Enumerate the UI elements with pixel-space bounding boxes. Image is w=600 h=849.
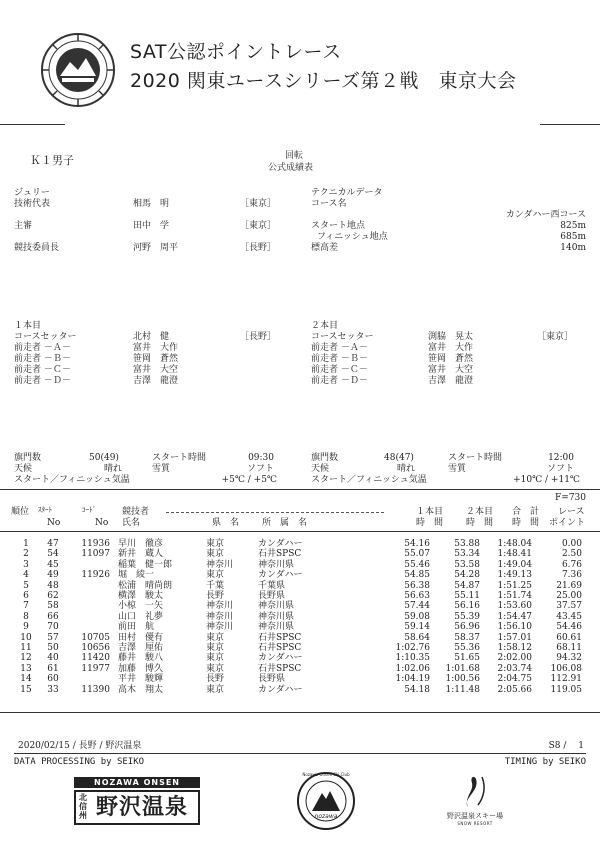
result-run1-time: 54.18 xyxy=(404,684,430,695)
result-run2-time: 51.65 xyxy=(454,653,480,664)
result-row xyxy=(12,581,582,591)
result-code-no xyxy=(66,622,118,632)
result-code-no: 11390 xyxy=(81,684,110,695)
result-rank: 14 xyxy=(20,674,32,685)
result-run1-time: 55.07 xyxy=(404,549,430,560)
header-total-bottom: 時 間 xyxy=(512,518,540,528)
results-table xyxy=(12,539,582,695)
result-total-time: 2:04.75 xyxy=(497,674,532,685)
ski-club-emblem-icon xyxy=(296,771,356,831)
result-race-points: 119.05 xyxy=(550,684,582,695)
run2-snow-value: ソフト xyxy=(546,464,574,474)
run1-forerunner-c-label: 前走者 －Ｃ－ xyxy=(14,365,71,375)
result-total-time: 1:54.47 xyxy=(497,611,532,622)
result-run1-time: 56.38 xyxy=(404,580,430,591)
result-start-no: 62 xyxy=(47,591,59,602)
result-total-time: 2:02.00 xyxy=(497,653,532,664)
jury-role-2: 主審 xyxy=(14,221,33,231)
result-club: 千葉県 xyxy=(258,580,286,591)
run2-setter-name: 渕脇 晃太 xyxy=(428,332,474,342)
result-row xyxy=(12,684,582,694)
result-race-points: 2.50 xyxy=(561,549,582,560)
result-start-no: 61 xyxy=(47,663,59,674)
run1-forerunner-a-label: 前走者 －Ａ－ xyxy=(14,343,71,353)
vertical-drop-value: 140m xyxy=(560,243,586,253)
header-code-top: ｺｰﾄﾞ xyxy=(82,506,96,514)
result-club: 石井SPSC xyxy=(258,632,302,643)
result-rank: 4 xyxy=(23,570,29,581)
result-prefecture: 千葉 xyxy=(206,580,225,591)
result-race-points: 6.76 xyxy=(561,559,582,570)
result-name: 山口 礼夢 xyxy=(118,611,164,622)
result-prefecture: 神奈川 xyxy=(206,559,234,570)
result-row xyxy=(12,570,582,580)
result-row xyxy=(12,549,582,559)
result-name: 小椋 一矢 xyxy=(118,601,164,612)
result-run1-time: 1:02.76 xyxy=(395,643,430,653)
run2-weather-value: 晴れ xyxy=(397,464,416,474)
run2-temp-label: スタート／フィニッシュ気温 xyxy=(311,475,427,485)
report-type-label: 公式成績表 xyxy=(268,163,314,173)
run2-start-time-value: 12:00 xyxy=(548,453,574,463)
header-code-bottom: No xyxy=(95,518,109,528)
header-dash-rule xyxy=(166,512,384,513)
header-start-top: ｽﾀｰﾄ xyxy=(38,506,52,514)
result-start-no: 50 xyxy=(47,643,59,653)
finish-point-label: フィニッシュ地点 xyxy=(317,232,388,242)
result-row xyxy=(12,674,582,684)
header-rule-left xyxy=(0,124,65,125)
result-prefecture: 神奈川 xyxy=(206,601,234,612)
result-code-no: 11936 xyxy=(81,539,110,550)
run2-setter-label: コースセッター xyxy=(311,332,374,342)
logo1-box xyxy=(74,790,200,825)
footer-page: S8 / 1 xyxy=(548,741,584,751)
result-code-no xyxy=(66,601,118,611)
run1-gates-label: 旗門数 xyxy=(14,453,42,463)
result-run1-time: 54.16 xyxy=(404,539,430,550)
result-row xyxy=(12,633,582,643)
result-run2-time: 55.39 xyxy=(454,611,480,622)
run2-gates-value: 48(47) xyxy=(384,453,414,463)
result-rank: 8 xyxy=(23,611,29,622)
result-name: 横澤 駿太 xyxy=(118,591,164,602)
result-row xyxy=(12,539,582,549)
result-code-no: 10705 xyxy=(81,632,110,643)
nozawa-onsen-logo xyxy=(74,777,200,825)
result-race-points: 68.11 xyxy=(556,643,582,653)
run2-forerunner-a-label: 前走者 －Ａ－ xyxy=(311,343,368,353)
result-run2-time: 54.28 xyxy=(454,570,480,581)
run2-snow-label: 雪質 xyxy=(448,464,467,474)
footer-timing: TIMING by SEIKO xyxy=(504,757,586,767)
result-name: 稲葉 健一郎 xyxy=(118,559,173,570)
result-run1-time: 58.64 xyxy=(404,632,430,643)
run2-forerunner-b-name: 笹岡 蒼然 xyxy=(428,354,474,364)
result-total-time: 1:49.13 xyxy=(497,570,532,581)
jury-role-3: 競技委員長 xyxy=(14,243,60,253)
result-prefecture: 東京 xyxy=(206,632,225,643)
run2-temp-value: +10℃ / +11℃ xyxy=(513,475,580,485)
logo1-top-text: NOZAWA ONSEN xyxy=(74,777,200,788)
result-race-points: 94.32 xyxy=(556,653,582,664)
result-rank: 3 xyxy=(23,559,29,570)
result-club: 石井SPSC xyxy=(258,549,302,560)
run2-forerunner-d-name: 吉澤 龍澄 xyxy=(428,376,474,386)
run2-forerunner-b-label: 前走者 －Ｂ－ xyxy=(311,354,368,364)
run1-setter-label: コースセッター xyxy=(14,332,77,342)
result-name: 加藤 博久 xyxy=(118,663,164,674)
result-race-points: 0.00 xyxy=(561,539,582,550)
result-run1-time: 56.63 xyxy=(404,591,430,602)
result-start-no: 40 xyxy=(47,653,59,664)
result-total-time: 1:51.25 xyxy=(497,580,532,591)
result-prefecture: 長野 xyxy=(206,591,225,602)
result-club: 神奈川県 xyxy=(258,559,295,570)
result-total-time: 1:49.04 xyxy=(497,559,532,570)
run1-snow-label: 雪質 xyxy=(152,464,171,474)
result-name: 松浦 晴尚朗 xyxy=(118,580,173,591)
result-name: 吉澤 厘佑 xyxy=(118,643,164,653)
header-rule-right xyxy=(540,124,600,125)
course-name-label: コース名 xyxy=(311,199,347,209)
title-line-1: SAT公認ポイントレース xyxy=(130,41,342,63)
logo2-text: nozawa xyxy=(314,813,338,820)
result-club: 石井SPSC xyxy=(258,643,302,653)
run2-gates-label: 旗門数 xyxy=(311,453,339,463)
run1-forerunner-d-label: 前走者 －Ｄ－ xyxy=(14,376,71,386)
result-run2-time: 53.88 xyxy=(454,539,480,550)
result-start-no: 57 xyxy=(47,632,59,643)
jury-region-2: ［東京］ xyxy=(240,221,277,231)
result-club: 神奈川県 xyxy=(258,611,295,622)
result-run2-time: 1:11.48 xyxy=(445,684,480,695)
result-club: 石井SPSC xyxy=(258,663,302,674)
result-run2-time: 55.36 xyxy=(454,643,480,653)
header-points-top: レース xyxy=(558,507,585,517)
results-end-rule xyxy=(0,712,600,713)
result-prefecture: 東京 xyxy=(206,684,225,695)
title-line-2: 2020 関東ユースシリーズ第２戦 東京大会 xyxy=(130,70,517,92)
header-r1-top: １本目 xyxy=(416,507,444,517)
run2-label: ２本目 xyxy=(311,321,339,331)
result-row xyxy=(12,612,582,622)
run2-setter-region: ［東京］ xyxy=(537,332,574,342)
header-r2-bottom: 時 間 xyxy=(466,518,494,528)
result-prefecture: 神奈川 xyxy=(206,622,234,633)
header-points-bottom: ポイント xyxy=(549,518,586,528)
result-start-no: 49 xyxy=(47,570,59,581)
result-row xyxy=(12,601,582,611)
result-name: 高木 翔太 xyxy=(118,684,164,695)
result-rank: 9 xyxy=(23,622,29,633)
result-name: 田村 優有 xyxy=(118,632,164,643)
result-code-no: 10656 xyxy=(81,643,110,653)
result-total-time: 1:48.41 xyxy=(497,549,532,560)
run2-start-time-label: スタート時間 xyxy=(448,453,503,463)
result-total-time: 2:05.66 xyxy=(497,684,532,695)
result-start-no: 47 xyxy=(47,539,59,550)
result-code-no: 11977 xyxy=(81,663,110,674)
run1-snow-value: ソフト xyxy=(246,464,274,474)
result-run1-time: 57.44 xyxy=(404,601,430,612)
result-rank: 11 xyxy=(20,643,32,653)
result-prefecture: 東京 xyxy=(206,549,225,560)
logo1-side-text: 北信州 xyxy=(79,792,87,820)
logo1-main-text: 野沢温泉 xyxy=(96,794,189,820)
result-rank: 7 xyxy=(23,601,29,612)
result-name: 平井 駿輝 xyxy=(118,674,164,685)
jury-label: ジュリー xyxy=(14,188,50,198)
result-run2-time: 56.96 xyxy=(454,622,480,633)
result-race-points: 112.91 xyxy=(550,674,582,685)
run1-forerunner-b-name: 笹岡 蒼然 xyxy=(133,354,179,364)
result-race-points: 106.08 xyxy=(550,663,582,674)
header-pref: 県 名 xyxy=(212,518,240,528)
ski-resort-logo xyxy=(440,773,510,833)
jury-region-1: ［東京］ xyxy=(240,199,277,209)
run1-forerunner-a-name: 富井 大作 xyxy=(133,343,179,353)
result-prefecture: 東京 xyxy=(206,539,225,550)
run2-forerunner-d-label: 前走者 －Ｄ－ xyxy=(311,376,368,386)
result-rank: 2 xyxy=(23,549,29,560)
result-code-no: 11420 xyxy=(81,653,110,664)
result-rank: 6 xyxy=(23,591,29,602)
result-run1-time: 1:02.06 xyxy=(395,663,430,674)
result-name: 新井 蔵人 xyxy=(118,549,164,560)
jury-name-3: 河野 周平 xyxy=(133,243,179,253)
technical-label: テクニカルデータ xyxy=(311,188,383,198)
result-run1-time: 59.08 xyxy=(404,611,430,622)
result-run1-time: 55.46 xyxy=(404,559,430,570)
header-total-top: 合 計 xyxy=(512,507,540,517)
result-total-time: 1:56.10 xyxy=(497,622,532,633)
run1-label: １本目 xyxy=(14,321,42,331)
result-rank: 15 xyxy=(20,684,32,695)
jury-name-1: 相馬 明 xyxy=(133,199,170,209)
result-row xyxy=(12,653,582,663)
result-run1-time: 59.14 xyxy=(404,622,430,633)
result-total-time: 1:58.12 xyxy=(497,643,532,653)
result-start-no: 58 xyxy=(47,601,59,612)
result-club: 長野県 xyxy=(258,591,286,602)
result-start-no: 66 xyxy=(47,611,59,622)
result-prefecture: 神奈川 xyxy=(206,611,234,622)
result-prefecture: 東京 xyxy=(206,653,225,664)
footer-data-processing: DATA PROCESSING by SEIKO xyxy=(14,757,145,767)
result-prefecture: 長野 xyxy=(206,674,225,685)
result-club: 神奈川県 xyxy=(258,601,295,612)
result-rank: 12 xyxy=(20,653,32,664)
run1-start-time-value: 09:30 xyxy=(248,453,274,463)
result-club: 長野県 xyxy=(258,674,286,685)
result-race-points: 7.36 xyxy=(561,570,582,581)
result-run2-time: 53.34 xyxy=(454,549,480,560)
result-run1-time: 1:04.19 xyxy=(395,674,430,685)
result-club: カンダハー xyxy=(258,570,303,581)
run1-setter-name: 北村 健 xyxy=(133,332,170,342)
result-rank: 1 xyxy=(23,539,29,550)
category-label: Ｋ１男子 xyxy=(30,154,74,167)
result-row xyxy=(12,591,582,601)
result-start-no: 33 xyxy=(47,684,59,695)
result-race-points: 43.45 xyxy=(556,611,582,622)
association-emblem xyxy=(40,32,116,108)
start-point-value: 825m xyxy=(560,221,586,231)
result-run2-time: 58.37 xyxy=(454,632,480,643)
header-name: 氏名 xyxy=(122,518,141,528)
result-name: 前田 航 xyxy=(118,622,155,633)
result-run2-time: 53.58 xyxy=(454,559,480,570)
result-club: カンダハー xyxy=(258,684,303,695)
result-start-no: 45 xyxy=(47,559,59,570)
jury-region-3: ［長野］ xyxy=(240,243,277,253)
header-club: 所 属 名 xyxy=(262,518,308,528)
result-prefecture: 東京 xyxy=(206,663,225,674)
footer-rule xyxy=(14,753,586,754)
jury-role-1: 技術代表 xyxy=(14,199,51,209)
result-start-no: 60 xyxy=(47,674,59,685)
result-race-points: 60.61 xyxy=(556,632,582,643)
result-code-no xyxy=(66,581,118,591)
result-code-no xyxy=(66,591,118,601)
logo3-sub: SNOW RESORT xyxy=(457,821,493,826)
results-header-rule xyxy=(0,531,600,532)
run2-forerunner-c-label: 前走者 －Ｃ－ xyxy=(311,365,368,375)
run1-temp-value: +5℃ / +5℃ xyxy=(221,475,277,485)
result-run2-time: 1:00.56 xyxy=(445,674,480,685)
result-run1-time: 54.85 xyxy=(404,570,430,581)
result-rank: 5 xyxy=(23,580,29,591)
result-run2-time: 56.16 xyxy=(454,601,480,612)
result-code-no xyxy=(66,612,118,622)
result-total-time: 1:48.04 xyxy=(497,539,532,550)
result-code-no: 11097 xyxy=(81,549,110,560)
header-r1-bottom: 時 間 xyxy=(416,518,444,528)
result-prefecture: 東京 xyxy=(206,570,225,581)
run1-weather-label: 天候 xyxy=(14,464,33,474)
result-run2-time: 1:01.68 xyxy=(445,663,480,674)
conditions-rule xyxy=(0,489,600,490)
result-row xyxy=(12,622,582,632)
result-start-no: 54 xyxy=(47,549,59,560)
result-start-no: 70 xyxy=(47,622,59,633)
result-race-points: 21.69 xyxy=(556,580,582,591)
run1-setter-region: ［長野］ xyxy=(240,332,277,342)
result-row xyxy=(12,643,582,653)
result-name: 早川 徹彦 xyxy=(118,539,164,550)
result-run2-time: 55.11 xyxy=(454,591,480,602)
result-row xyxy=(12,560,582,570)
result-total-time: 2:03.74 xyxy=(497,663,532,674)
header-rank: 順位 xyxy=(11,507,30,517)
logo3-text: 野沢温泉スキー場 xyxy=(447,812,503,820)
start-point-label: スタート地点 xyxy=(311,221,366,231)
result-run1-time: 1:10.35 xyxy=(395,653,430,664)
result-rank: 13 xyxy=(20,663,32,674)
ski-club-logo xyxy=(296,771,356,831)
result-club: カンダハー xyxy=(258,653,303,664)
result-club: 神奈川県 xyxy=(258,622,295,633)
run2-forerunner-c-name: 富井 大空 xyxy=(428,365,474,375)
run2-forerunner-a-name: 富井 大作 xyxy=(428,343,474,353)
course-name-value: カンダハー西コース xyxy=(505,210,586,220)
run1-forerunner-b-label: 前走者 －Ｂ－ xyxy=(14,354,71,364)
result-total-time: 1:57.01 xyxy=(497,632,532,643)
footer-date-place: 2020/02/15 / 長野 / 野沢温泉 xyxy=(18,741,142,751)
result-code-no xyxy=(66,560,118,570)
result-club: カンダハー xyxy=(258,539,303,550)
result-run2-time: 54.87 xyxy=(454,580,480,591)
run1-forerunner-c-name: 富井 大空 xyxy=(133,365,179,375)
result-row xyxy=(12,664,582,674)
result-start-no: 48 xyxy=(47,580,59,591)
header-r2-top: ２本目 xyxy=(466,507,494,517)
result-race-points: 25.00 xyxy=(556,591,582,602)
jury-name-2: 田中 学 xyxy=(133,221,170,231)
result-total-time: 1:53.60 xyxy=(497,601,532,612)
finish-point-value: 685m xyxy=(560,232,586,242)
result-total-time: 1:51.74 xyxy=(497,591,532,602)
run1-gates-value: 50(49) xyxy=(89,453,119,463)
result-code-no xyxy=(66,674,118,684)
header-start-bottom: No xyxy=(47,518,61,528)
logo2-ring-text: Nozawa Onsen Ski Club xyxy=(302,772,350,777)
run1-forerunner-d-name: 吉澤 龍澄 xyxy=(133,376,179,386)
ski-resort-swoosh-icon xyxy=(440,773,510,809)
vertical-drop-label: 標高差 xyxy=(311,243,339,253)
result-race-points: 54.46 xyxy=(556,622,582,633)
f-value: F=730 xyxy=(555,493,586,503)
result-rank: 10 xyxy=(20,632,32,643)
run1-start-time-label: スタート時間 xyxy=(152,453,207,463)
run1-weather-value: 晴れ xyxy=(104,464,123,474)
result-name: 藤井 駿八 xyxy=(118,653,164,664)
header-competitor: 競技者 xyxy=(122,507,150,517)
result-name: 堀 綾一 xyxy=(118,570,155,581)
run1-temp-label: スタート／フィニッシュ気温 xyxy=(14,475,130,485)
result-race-points: 37.57 xyxy=(556,601,582,612)
discipline-label: 回転 xyxy=(285,151,304,161)
result-code-no: 11926 xyxy=(81,570,110,581)
run2-weather-label: 天候 xyxy=(311,464,330,474)
result-prefecture: 東京 xyxy=(206,643,225,653)
